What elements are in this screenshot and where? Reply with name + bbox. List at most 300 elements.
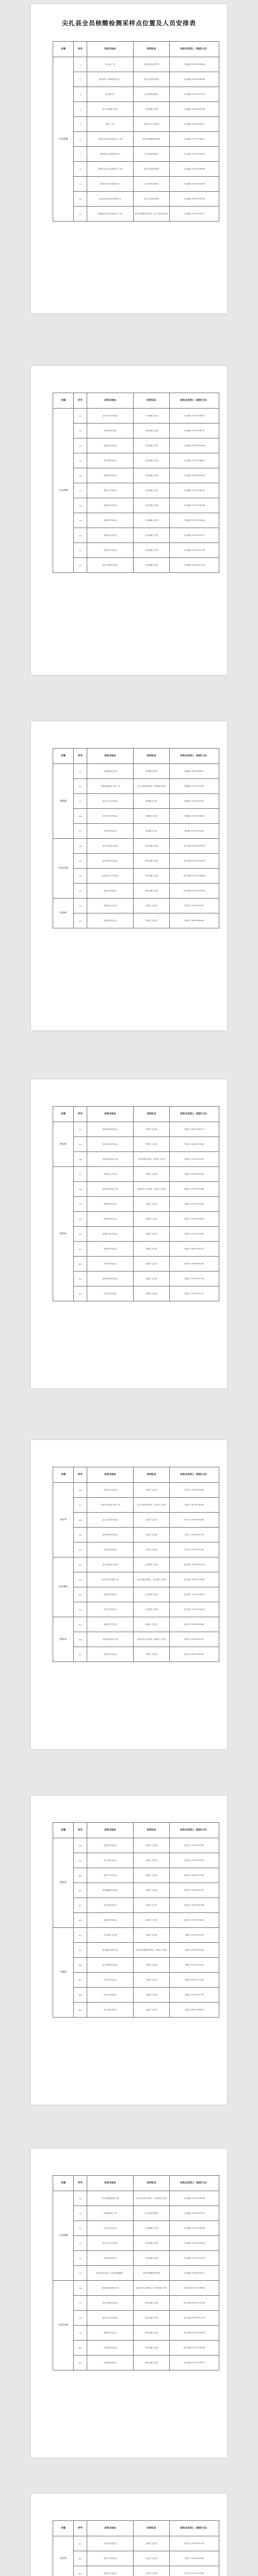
serial-cell: 19 xyxy=(74,513,87,528)
team-cell: 县人民医院采样组 xyxy=(134,72,170,87)
column-header: 采样点地址 xyxy=(87,393,134,409)
address-cell: 县德吉村村委会 xyxy=(87,513,134,528)
contact-cell: 措周乡 13519731137 xyxy=(170,1286,219,1301)
column-header: 采样点地址 xyxy=(87,42,134,57)
table-row xyxy=(53,192,219,207)
serial-cell: 61 xyxy=(74,1883,87,1898)
serial-cell: 32 xyxy=(74,899,87,913)
address-cell: 县当顺乡卫生院 xyxy=(87,1928,134,1943)
table-row xyxy=(53,453,219,468)
team-cell: 县人民医院采样组 xyxy=(134,162,170,177)
column-header: 采样队伍 xyxy=(134,1823,170,1838)
table-row xyxy=(53,1838,219,1853)
table-row xyxy=(53,1543,219,1557)
address-cell: 县昂拉乡卫生院 xyxy=(87,1483,134,1498)
serial-cell: 17 xyxy=(74,483,87,498)
team-cell: 措周乡卫生院 xyxy=(134,1272,170,1286)
serial-cell: 2 xyxy=(74,72,87,87)
team-cell: 坎布拉镇卫生院 xyxy=(134,839,170,854)
contact-cell: 马克唐镇 13997336702 xyxy=(170,483,219,498)
address-cell: 县尖扎滩乡政府门前 xyxy=(87,1572,134,1587)
schedule-table xyxy=(53,748,219,928)
contact-cell: 马克唐镇 13709736284 xyxy=(170,513,219,528)
team-cell: 县中医院采样组、尖扎滩乡卫生院 xyxy=(134,1572,170,1587)
schedule-table xyxy=(53,1467,219,1662)
address-cell: 县夏藏滩村村委会 xyxy=(87,1883,134,1898)
serial-cell: 39 xyxy=(74,1197,87,1212)
table-row xyxy=(53,468,219,483)
contact-cell: 马克唐镇 13519738820 xyxy=(170,453,219,468)
table-row xyxy=(53,177,219,192)
table-row xyxy=(53,1632,219,1647)
serial-cell: 3 xyxy=(74,87,87,102)
address-cell: 县贾加村村委会 xyxy=(87,913,134,928)
schedule-table xyxy=(53,1106,219,1301)
serial-cell: 65 xyxy=(74,1943,87,1958)
table-row xyxy=(53,409,219,423)
table-row xyxy=(53,1928,219,1943)
team-cell: 马克唐镇卫生院 xyxy=(134,513,170,528)
contact-cell: 措周乡 15597332756 xyxy=(170,1272,219,1286)
address-cell: 县当顺乡政府门前 xyxy=(87,1943,134,1958)
serial-cell: 34 xyxy=(74,1122,87,1137)
table-row xyxy=(53,87,219,102)
table-row xyxy=(53,809,219,824)
table-row xyxy=(53,854,219,869)
contact-cell: 能科乡 13897031608 xyxy=(170,1617,219,1632)
table-row xyxy=(53,1167,219,1182)
contact-cell: 坎布拉镇 18709736751 xyxy=(170,2355,219,2370)
team-cell: 马克唐镇卫生院 xyxy=(134,438,170,453)
address-cell: 县城南社区综合服务中心门前 xyxy=(87,207,134,222)
serial-cell: 1 xyxy=(74,57,87,72)
contact-cell: 马克唐镇 15509732271 xyxy=(170,528,219,543)
team-cell: 康杨镇卫生院 xyxy=(134,794,170,809)
serial-cell: 24 xyxy=(74,779,87,794)
contact-cell: 能科乡 13897030775 xyxy=(170,1883,219,1898)
team-cell: 贾加乡卫生院 xyxy=(134,1122,170,1137)
address-cell: 县俄家村村委会 xyxy=(87,1197,134,1212)
team-cell: 县妇幼保健院采样组（县人民医院协助） xyxy=(134,207,170,222)
address-cell: 县拉卡村村委会 xyxy=(87,2551,134,2566)
team-cell: 措周乡卫生院 xyxy=(134,1227,170,1242)
address-cell: 县河东村村委会 xyxy=(87,2536,134,2551)
table-header-row xyxy=(53,1823,219,1838)
team-cell: 昂拉乡卫生院 xyxy=(134,1513,170,1528)
address-cell: 县尖加村村委会 xyxy=(87,1898,134,1913)
table-row xyxy=(53,1242,219,1257)
team-cell: 县人民医院采样组、康杨镇卫生院 xyxy=(134,779,170,794)
column-header: 采样点负责人（联系方式） xyxy=(170,1467,219,1483)
serial-cell: 37 xyxy=(74,1167,87,1182)
table-header-row xyxy=(53,2521,219,2536)
contact-cell: 贾加乡 13519734419 xyxy=(170,1152,219,1167)
table-header-row xyxy=(53,393,219,409)
team-cell: 能科乡卫生院 xyxy=(134,1913,170,1928)
contact-cell: 马克唐镇 13897038563 xyxy=(170,162,219,177)
serial-cell: 67 xyxy=(74,1973,87,1988)
contact-cell: 马克唐镇 13997332592 xyxy=(170,2251,219,2266)
serial-cell: 84 xyxy=(74,2566,87,2576)
address-cell: 县巴家村村委会 xyxy=(87,824,134,839)
team-cell: 措周乡卫生院 xyxy=(134,1167,170,1182)
address-cell: 县康杨镇卫生院 xyxy=(87,764,134,779)
table-row xyxy=(53,764,219,779)
contact-cell: 马克唐镇 18997237734 xyxy=(170,558,219,573)
table-row xyxy=(53,794,219,809)
team-cell: 马克唐镇卫生院 xyxy=(134,558,170,573)
column-header: 乡镇 xyxy=(53,1107,74,1122)
address-cell: 县麻巴村村委会 xyxy=(87,438,134,453)
serial-cell: 52 xyxy=(74,1572,87,1587)
address-cell: 县李家峡村村委会 xyxy=(87,854,134,869)
table-row xyxy=(53,2551,219,2566)
team-cell: 措周乡卫生院 xyxy=(134,1212,170,1227)
team-cell: 昂拉乡卫生院 xyxy=(134,1543,170,1557)
contact-cell: 当顺乡 18997238927 xyxy=(170,2003,219,2018)
serial-cell: 72 xyxy=(74,2221,87,2236)
serial-cell: 47 xyxy=(74,1498,87,1513)
team-cell: 县疾控中心采样组、措周乡卫生院 xyxy=(134,1182,170,1197)
schedule-table xyxy=(53,2175,219,2370)
address-cell: 县洛哇村村委会 xyxy=(87,468,134,483)
serial-cell: 13 xyxy=(74,423,87,438)
team-cell: 马克唐镇卫生院 xyxy=(134,423,170,438)
table-row xyxy=(53,1227,219,1242)
address-cell: 县如什其村村委会 xyxy=(87,1137,134,1152)
address-cell: 县娘毛村村委会 xyxy=(87,528,134,543)
contact-cell: 能科乡 13519732681 xyxy=(170,1913,219,1928)
address-cell: 县南当村村委会 xyxy=(87,884,134,899)
serial-cell: 63 xyxy=(74,1913,87,1928)
serial-cell: 25 xyxy=(74,794,87,809)
team-cell: 昂拉乡卫生院 xyxy=(134,2536,170,2551)
schedule-table xyxy=(53,393,219,573)
table-row xyxy=(53,1602,219,1617)
table-row xyxy=(53,1513,219,1528)
contact-cell: 马克唐镇 13709736651 xyxy=(170,132,219,147)
team-cell: 马克唐镇卫生院 xyxy=(134,409,170,423)
contact-cell: 能科乡 13709735823 xyxy=(170,1853,219,1868)
team-cell: 坎布拉镇卫生院 xyxy=(134,854,170,869)
table-row xyxy=(53,2251,219,2266)
contact-cell: 能科乡 18709735237 xyxy=(170,1632,219,1647)
team-cell: 措周乡卫生院 xyxy=(134,1286,170,1301)
serial-cell: 59 xyxy=(74,1853,87,1868)
team-cell: 当顺乡卫生院 xyxy=(134,1958,170,1973)
serial-cell: 38 xyxy=(74,1182,87,1197)
address-cell: 县宗子拉村村委会 xyxy=(87,809,134,824)
table-row xyxy=(53,1483,219,1498)
table-row xyxy=(53,1913,219,1928)
table-row xyxy=(53,498,219,513)
table-row xyxy=(53,2566,219,2576)
table-row xyxy=(53,207,219,222)
contact-cell: 昂拉乡 13709731359 xyxy=(170,1543,219,1557)
contact-cell: 马克唐镇 18909732356 xyxy=(170,102,219,117)
table-row xyxy=(53,57,219,72)
contact-cell: 康杨镇 13709737435 xyxy=(170,779,219,794)
column-header: 序号 xyxy=(74,2521,87,2536)
team-cell: 坎布拉镇卫生院 xyxy=(134,2341,170,2355)
table-row xyxy=(53,543,219,558)
contact-cell: 马克唐镇 18797330189 xyxy=(170,498,219,513)
serial-cell: 76 xyxy=(74,2281,87,2296)
serial-cell: 22 xyxy=(74,558,87,573)
contact-cell: 贾加乡 15597336217 xyxy=(170,1122,219,1137)
contact-cell: 昂拉乡 15509732487 xyxy=(170,2551,219,2566)
serial-cell: 78 xyxy=(74,2311,87,2326)
team-cell: 县中医院采样组 xyxy=(134,177,170,192)
serial-cell: 57 xyxy=(74,1647,87,1662)
address-cell: 县夏琼村村委会 xyxy=(87,498,134,513)
team-cell: 措周乡卫生院 xyxy=(134,1257,170,1272)
serial-cell: 35 xyxy=(74,1137,87,1152)
team-cell: 当顺乡卫生院 xyxy=(134,1988,170,2003)
team-cell: 贾加乡卫生院 xyxy=(134,899,170,913)
schedule-table xyxy=(53,41,219,222)
serial-cell: 44 xyxy=(74,1272,87,1286)
contact-cell: 马克唐镇 13897038312 xyxy=(170,409,219,423)
serial-cell: 55 xyxy=(74,1617,87,1632)
column-header: 采样点负责人（联系方式） xyxy=(170,393,219,409)
column-header: 采样点地址 xyxy=(87,1107,134,1122)
table-row xyxy=(53,132,219,147)
region-cell: 康杨镇 xyxy=(53,764,74,839)
serial-cell: 29 xyxy=(74,854,87,869)
serial-cell: 43 xyxy=(74,1257,87,1272)
address-cell: 县城上村村委会 xyxy=(87,483,134,498)
contact-cell: 当顺乡 18709732459 xyxy=(170,1943,219,1958)
column-header: 序号 xyxy=(74,1467,87,1483)
region-cell: 昂拉乡 xyxy=(53,1483,74,1557)
contact-cell: 坎布拉镇 13897037742 xyxy=(170,2311,219,2326)
serial-cell: 6 xyxy=(74,132,87,147)
column-header: 采样点负责人（联系方式） xyxy=(170,42,219,57)
team-cell: 马克唐镇卫生院 xyxy=(134,528,170,543)
column-header: 采样点地址 xyxy=(87,1467,134,1483)
address-cell: 县城西社区便民服务中心 xyxy=(87,147,134,162)
address-cell: 县贾加乡卫生院 xyxy=(87,899,134,913)
table-row xyxy=(53,913,219,928)
contact-cell: 能科乡 18997231506 xyxy=(170,1868,219,1883)
team-cell: 马克唐镇卫生院 xyxy=(134,453,170,468)
contact-cell: 昂拉乡 13709737926 xyxy=(170,2566,219,2576)
contact-cell: 马克唐镇 15597337821 xyxy=(170,2206,219,2221)
column-header: 采样队伍 xyxy=(134,393,170,409)
table-row xyxy=(53,2236,219,2251)
contact-cell: 马克唐镇 18709731645 xyxy=(170,438,219,453)
contact-cell: 措周乡 13709732904 xyxy=(170,1227,219,1242)
serial-cell: 81 xyxy=(74,2355,87,2370)
column-header: 采样队伍 xyxy=(134,749,170,764)
address-cell: 县牙那东村村委会 xyxy=(87,1528,134,1543)
team-cell: 能科乡卫生院 xyxy=(134,1853,170,1868)
contact-cell: 马克唐镇 15597334128 xyxy=(170,177,219,192)
column-header: 采样点地址 xyxy=(87,2521,134,2536)
region-cell: 措周乡 xyxy=(53,1167,74,1301)
column-header: 采样队伍 xyxy=(134,1107,170,1122)
contact-cell: 马克唐镇 13897038711 xyxy=(170,117,219,132)
team-cell: 坎布拉镇卫生院 xyxy=(134,2311,170,2326)
table-row xyxy=(53,1272,219,1286)
serial-cell: 26 xyxy=(74,809,87,824)
table-row xyxy=(53,2536,219,2551)
address-cell: 县东当村村委会 xyxy=(87,1988,134,2003)
contact-cell: 当顺乡 13709734738 xyxy=(170,1988,219,2003)
serial-cell: 36 xyxy=(74,1152,87,1167)
contact-cell: 康杨镇 13897038871 xyxy=(170,764,219,779)
serial-cell: 51 xyxy=(74,1557,87,1572)
table-row xyxy=(53,1973,219,1988)
contact-cell: 坎布拉镇 18997234365 xyxy=(170,2296,219,2311)
team-cell: 昂拉乡卫生院 xyxy=(134,1528,170,1543)
schedule-table xyxy=(53,1822,219,2018)
serial-cell: 8 xyxy=(74,162,87,177)
serial-cell: 71 xyxy=(74,2206,87,2221)
contact-cell: 坎布拉镇 18797332643 xyxy=(170,884,219,899)
column-header: 乡镇 xyxy=(53,1467,74,1483)
team-cell: 县人民医院采样组、昂拉乡卫生院 xyxy=(134,1498,170,1513)
contact-cell: 昂拉乡 13997330428 xyxy=(170,1513,219,1528)
table-row xyxy=(53,2311,219,2326)
team-cell: 尖扎滩乡卫生院 xyxy=(134,1557,170,1572)
team-cell: 县疾控中心采样组 xyxy=(134,117,170,132)
table-row xyxy=(53,1853,219,1868)
contact-cell: 马克唐镇 18709739316 xyxy=(170,2236,219,2251)
address-cell: 县移民新村村委会 xyxy=(87,1122,134,1137)
contact-cell: 马克唐镇 18997230316 xyxy=(170,192,219,207)
contact-cell: 马克唐镇 15597338725 xyxy=(170,423,219,438)
serial-cell: 28 xyxy=(74,839,87,854)
contact-cell: 坎布拉镇 13897039562 xyxy=(170,839,219,854)
serial-cell: 75 xyxy=(74,2266,87,2281)
serial-cell: 10 xyxy=(74,192,87,207)
column-header: 采样队伍 xyxy=(134,1467,170,1483)
serial-cell: 21 xyxy=(74,543,87,558)
address-cell: 县城东社区综合服务中心门前 xyxy=(87,162,134,177)
column-header: 采样点地址 xyxy=(87,749,134,764)
contact-cell: 马克唐镇 13709735327 xyxy=(170,207,219,222)
address-cell: 县江拉村村委会 xyxy=(87,2221,134,2236)
contact-cell: 尖扎滩乡 13897032247 xyxy=(170,1557,219,1572)
team-cell: 康杨镇卫生院 xyxy=(134,764,170,779)
serial-cell: 82 xyxy=(74,2536,87,2551)
contact-cell: 马克唐镇 13519737712 xyxy=(170,87,219,102)
contact-cell: 昂拉乡 18709738594 xyxy=(170,1498,219,1513)
address-cell: 县洛哇村村委会 xyxy=(87,1587,134,1602)
table-row xyxy=(53,1647,219,1662)
address-cell: 县尖扎滩乡卫生院 xyxy=(87,1557,134,1572)
team-cell: 县人民医院采样组 xyxy=(134,57,170,72)
serial-cell: 66 xyxy=(74,1958,87,1973)
team-cell: 马克唐镇卫生院 xyxy=(134,498,170,513)
address-cell: 县坎布拉镇卫生院 xyxy=(87,839,134,854)
serial-cell: 31 xyxy=(74,884,87,899)
table-row xyxy=(53,1617,219,1632)
contact-cell: 尖扎滩乡 18997233681 xyxy=(170,1572,219,1587)
team-cell: 马克唐镇卫生院 xyxy=(134,2221,170,2236)
serial-cell: 5 xyxy=(74,117,87,132)
table-header-row xyxy=(53,749,219,764)
team-cell: 县疾控中心采样组、坎布拉镇卫生院 xyxy=(134,2281,170,2296)
table-row xyxy=(53,528,219,543)
serial-cell: 11 xyxy=(74,207,87,222)
table-row xyxy=(53,899,219,913)
region-cell: 昂拉乡 xyxy=(53,2536,74,2576)
table-row xyxy=(53,1868,219,1883)
team-cell: 坎布拉镇卫生院 xyxy=(134,2296,170,2311)
team-cell: 县中医院采样组、贾加乡卫生院 xyxy=(134,1152,170,1167)
column-header: 乡镇 xyxy=(53,1823,74,1838)
contact-cell: 马克唐镇 13897038456 xyxy=(170,57,219,72)
column-header: 序号 xyxy=(74,393,87,409)
team-cell: 县妇幼保健院采样组 xyxy=(134,132,170,147)
serial-cell: 60 xyxy=(74,1868,87,1883)
contact-cell: 措周乡 13897034481 xyxy=(170,1257,219,1272)
address-cell: 县羊智村村委会 xyxy=(87,453,134,468)
column-header: 序号 xyxy=(74,1107,87,1122)
column-header: 采样点地址 xyxy=(87,2176,134,2191)
team-cell: 县中医院采样组 xyxy=(134,147,170,162)
team-cell: 坎布拉镇卫生院 xyxy=(134,869,170,884)
team-cell: 能科乡卫生院 xyxy=(134,1617,170,1632)
table-row xyxy=(53,2206,219,2221)
contact-cell: 康杨镇 18709734451 xyxy=(170,824,219,839)
address-cell: 县尕吾塘村村委会 xyxy=(87,2296,134,2311)
team-cell: 康杨镇卫生院 xyxy=(134,824,170,839)
serial-cell: 45 xyxy=(74,1286,87,1301)
address-cell: 县洛科村村委会 xyxy=(87,1242,134,1257)
column-header: 序号 xyxy=(74,2176,87,2191)
column-header: 采样队伍 xyxy=(134,2521,170,2536)
table-row xyxy=(53,2191,219,2206)
contact-cell: 措周乡 13897035590 xyxy=(170,1167,219,1182)
address-cell: 县能科乡卫生院 xyxy=(87,1617,134,1632)
contact-cell: 坎布拉镇 15597335083 xyxy=(170,2326,219,2341)
address-cell: 县能科乡政府门前 xyxy=(87,1632,134,1647)
column-header: 采样点负责人（联系方式） xyxy=(170,1823,219,1838)
contact-cell: 当顺乡 13897039216 xyxy=(170,1928,219,1943)
table-header-row xyxy=(53,2176,219,2191)
team-cell: 措周乡卫生院 xyxy=(134,1197,170,1212)
table-row xyxy=(53,824,219,839)
table-row xyxy=(53,1943,219,1958)
table-row xyxy=(53,2326,219,2341)
team-cell: 坎布拉镇卫生院 xyxy=(134,2326,170,2341)
table-row xyxy=(53,884,219,899)
schedule-table xyxy=(53,2520,219,2576)
contact-cell: 马克唐镇 13997339281 xyxy=(170,147,219,162)
address-cell: 县马克唐镇政府门前 xyxy=(87,2191,134,2206)
contact-cell: 措周乡 15509736633 xyxy=(170,1212,219,1227)
team-cell: 马克唐镇卫生院 xyxy=(134,102,170,117)
serial-cell: 42 xyxy=(74,1242,87,1257)
table-header-row xyxy=(53,1467,219,1483)
contact-cell: 马克唐镇 13897039045 xyxy=(170,468,219,483)
address-cell: 县马克唐镇卫生院 xyxy=(87,102,134,117)
table-row xyxy=(53,2266,219,2281)
contact-cell: 坎布拉镇 13709739684 xyxy=(170,2281,219,2296)
table-row xyxy=(53,1197,219,1212)
serial-cell: 30 xyxy=(74,869,87,884)
address-cell: 县直岗村村委会 xyxy=(87,2251,134,2266)
table-row xyxy=(53,1212,219,1227)
contact-cell: 马克唐镇 13897036359 xyxy=(170,2191,219,2206)
address-cell: 县苏合日村村委会 xyxy=(87,2236,134,2251)
address-cell: 县卡拉村村委会 xyxy=(87,1973,134,1988)
table-row xyxy=(53,1528,219,1543)
